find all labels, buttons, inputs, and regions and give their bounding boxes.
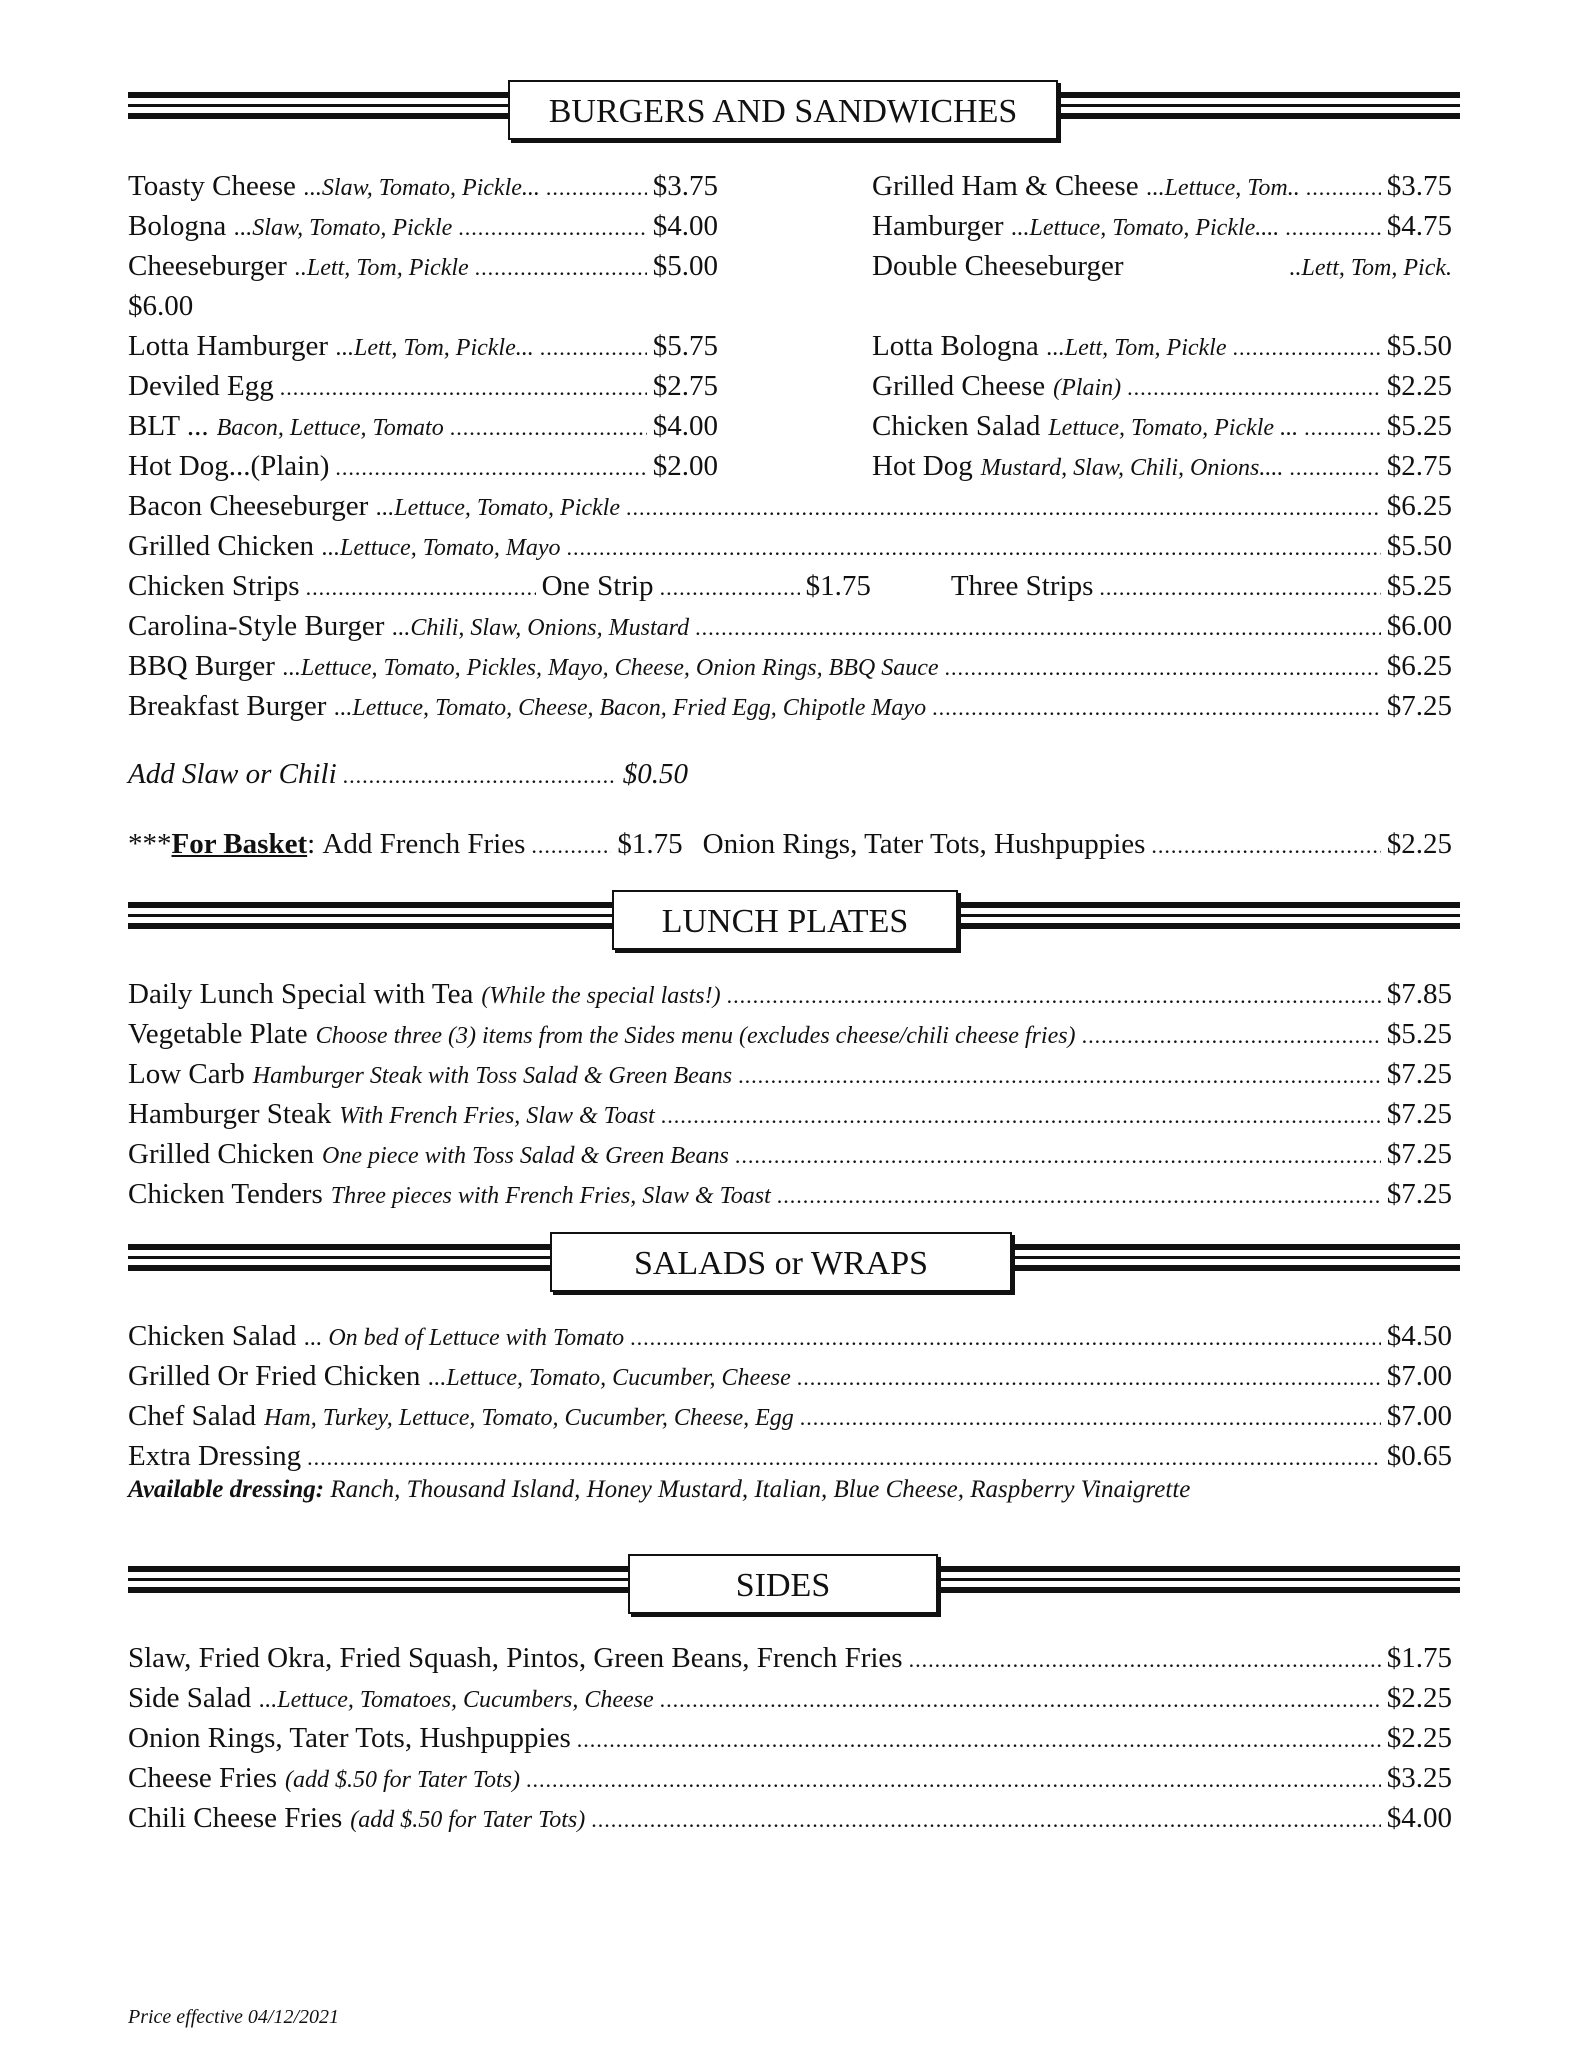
menu-item: Chicken Salad ... On bed of Lettuce with Tomato ..... $4.50 (128, 1318, 1452, 1356)
menu-item: Lotta Hamburger ...Lett, Tom, Pickle... ..... $5.75 (128, 328, 718, 366)
menu-item: Daily Lunch Special with Tea (While the special lasts!) ..... $7.85 (128, 976, 1452, 1014)
menu-item: Cheeseburger ..Lett, Tom, Pickle ..... $5.00 (128, 248, 718, 286)
menu-item: Extra Dressing ..... $0.65 (128, 1438, 1452, 1476)
available-dressing: Available dressing: Ranch, Thousand Island, Honey Mustard, Italian, Blue Cheese, Raspberry Vinaigrette (128, 1476, 1191, 1503)
double-cheeseburger-price: $6.00 (128, 290, 194, 322)
menu-item: BBQ Burger ...Lettuce, Tomato, Pickles, Mayo, Cheese, Onion Rings, BBQ Sauce ..... $6.25 (128, 648, 1452, 686)
basket-row: *** For Basket : Add French Fries ..... $1.75 Onion Rings, Tater Tots, Hushpuppies ..... $2.25 (128, 826, 1452, 864)
sides-banner (128, 1554, 1460, 1618)
menu-item: Slaw, Fried Okra, Fried Squash, Pintos, Green Beans, French Fries ..... $1.75 (128, 1640, 1452, 1678)
menu-item: Grilled Chicken ...Lettuce, Tomato, Mayo ..... $5.50 (128, 528, 1452, 566)
menu-item: Hamburger Steak With French Fries, Slaw & Toast ..... $7.25 (128, 1096, 1452, 1134)
menu-item: Grilled Ham & Cheese ...Lettuce, Tom.. ..... $3.75 (872, 168, 1452, 206)
salads-banner (128, 1232, 1460, 1296)
menu-item: Chef Salad Ham, Turkey, Lettuce, Tomato, Cucumber, Cheese, Egg ..... $7.00 (128, 1398, 1452, 1436)
chicken-strips-row: Chicken Strips ..... One Strip ..... $1.75 Three Strips ..... $5.25 (128, 568, 1452, 606)
menu-item: Breakfast Burger ...Lettuce, Tomato, Cheese, Bacon, Fried Egg, Chipotle Mayo ..... $7.25 (128, 688, 1452, 726)
menu-item: Deviled Egg ..... $2.75 (128, 368, 718, 406)
menu-item: Chicken Salad Lettuce, Tomato, Pickle ... ..... $5.25 (872, 408, 1452, 446)
section-title-lunch: LUNCH PLATES (612, 890, 958, 950)
menu-item: Bacon Cheeseburger ...Lettuce, Tomato, Pickle ..... $6.25 (128, 488, 1452, 526)
menu-item: Hot Dog Mustard, Slaw, Chili, Onions.... ..... $2.75 (872, 448, 1452, 486)
menu-item: Cheese Fries (add $.50 for Tater Tots) ..... $3.25 (128, 1760, 1452, 1798)
menu-item: Chicken Tenders Three pieces with French Fries, Slaw & Toast ..... $7.25 (128, 1176, 1452, 1214)
menu-item: Side Salad ...Lettuce, Tomatoes, Cucumbers, Cheese ..... $2.25 (128, 1680, 1452, 1718)
menu-item: Hamburger ...Lettuce, Tomato, Pickle.... ..... $4.75 (872, 208, 1452, 246)
lunch-banner (128, 890, 1460, 954)
menu-item: Grilled Cheese (Plain) ..... $2.25 (872, 368, 1452, 406)
price-effective-date: Price effective 04/12/2021 (128, 2006, 340, 2028)
menu-item: Hot Dog...(Plain) ..... $2.00 (128, 448, 718, 486)
menu-item: Bologna ...Slaw, Tomato, Pickle ..... $4.00 (128, 208, 718, 246)
menu-item: Double Cheeseburger ..Lett, Tom, Pick. (872, 250, 1452, 282)
menu-item: Carolina-Style Burger ...Chili, Slaw, Onions, Mustard ..... $6.00 (128, 608, 1452, 646)
section-title-burgers: BURGERS AND SANDWICHES (508, 80, 1058, 140)
menu-item: Toasty Cheese ...Slaw, Tomato, Pickle... ..... $3.75 (128, 168, 718, 206)
menu-item: Onion Rings, Tater Tots, Hushpuppies ..... $2.25 (128, 1720, 1452, 1758)
menu-item: BLT ... Bacon, Lettuce, Tomato ..... $4.00 (128, 408, 718, 446)
menu-item: Grilled Or Fried Chicken ...Lettuce, Tomato, Cucumber, Cheese ..... $7.00 (128, 1358, 1452, 1396)
section-title-salads: SALADS or WRAPS (550, 1232, 1012, 1292)
menu-item: Vegetable Plate Choose three (3) items from the Sides menu (excludes cheese/chili cheese fries) ..... $5.25 (128, 1016, 1452, 1054)
menu-item: Chili Cheese Fries (add $.50 for Tater Tots) ..... $4.00 (128, 1800, 1452, 1838)
menu-item: Low Carb Hamburger Steak with Toss Salad & Green Beans ..... $7.25 (128, 1056, 1452, 1094)
section-title-sides: SIDES (628, 1554, 938, 1614)
menu-item: Grilled Chicken One piece with Toss Salad & Green Beans ..... $7.25 (128, 1136, 1452, 1174)
addon-row: Add Slaw or Chili ..... $0.50 (128, 756, 688, 794)
menu-item: Lotta Bologna ...Lett, Tom, Pickle ..... $5.50 (872, 328, 1452, 366)
burgers-banner (128, 80, 1460, 144)
